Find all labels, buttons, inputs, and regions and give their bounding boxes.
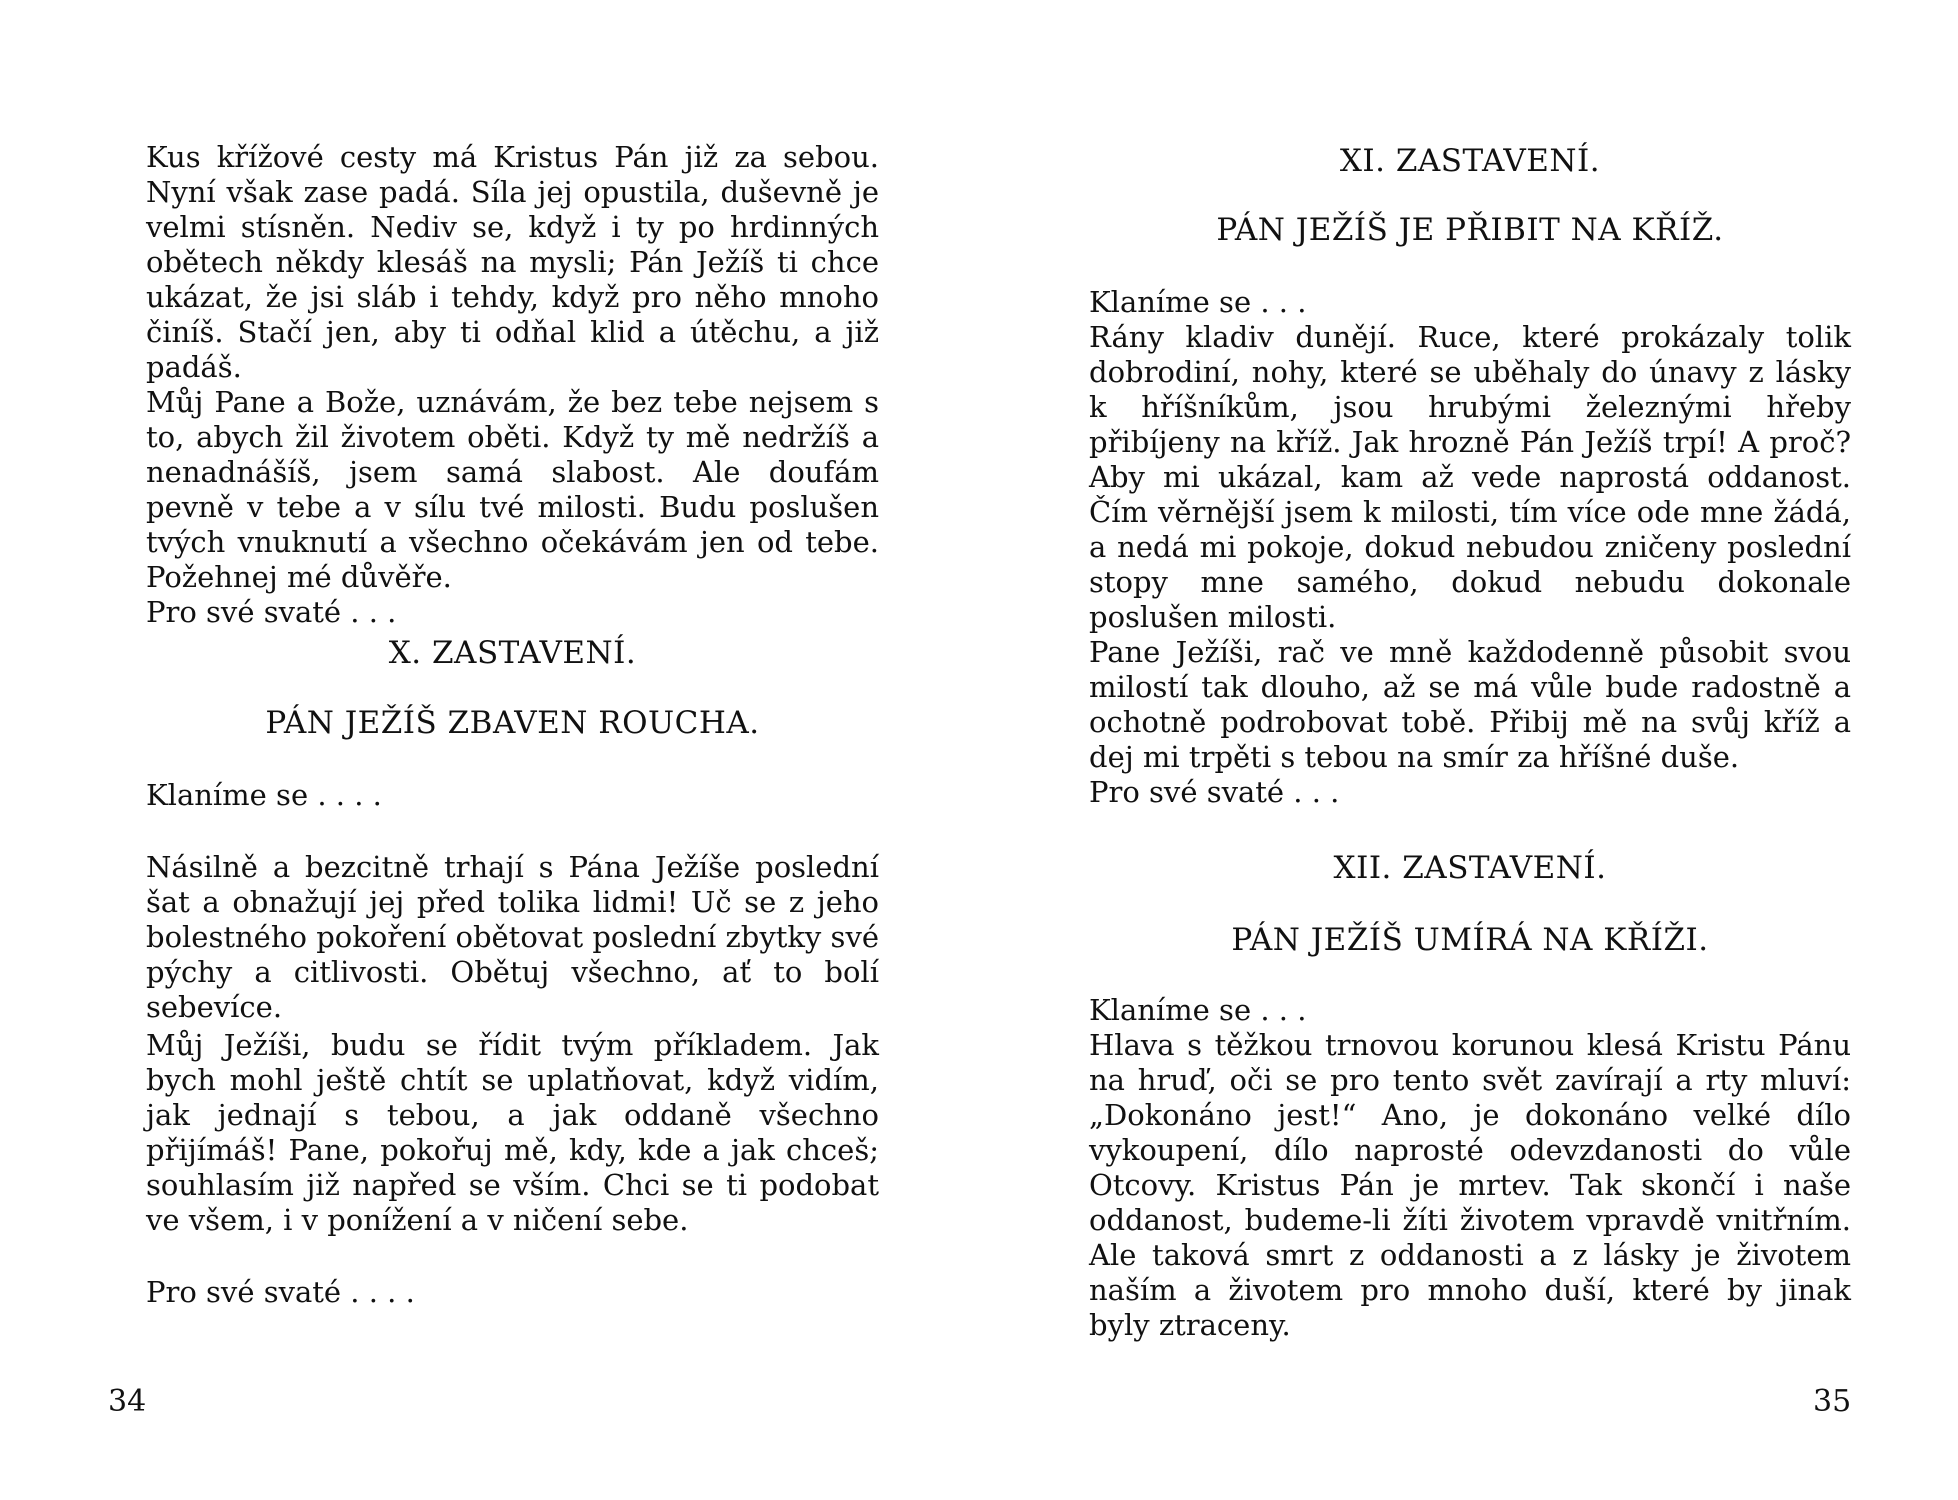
station-x-adoration: Klaníme se . . . . [146, 778, 382, 812]
station-xi-adoration: Klaníme se . . . [1089, 285, 1307, 319]
station-x-number: X. ZASTAVENÍ. [388, 635, 637, 671]
station-xii-title: PÁN JEŽÍŠ UMÍRÁ NA KŘÍŽI. [1231, 922, 1709, 958]
intro-closing: Pro své svaté . . . [146, 595, 397, 629]
station-xii-text [1089, 993, 1851, 1343]
station-xi-prayer: Pane Ježíši, rač ve mně každodenně působit svou milostí tak dlouho, až se má vůle bude radostně a ochotně podrobovat tobě. Přibij mě na svůj kříž a dej mi trpěti s tebou na smír za hříšné duše. [1089, 635, 1851, 774]
station-xi-text [1089, 285, 1851, 810]
station-xii-number: XII. ZASTAVENÍ. [1333, 850, 1607, 886]
station-xi-title: PÁN JEŽÍŠ JE PŘIBIT NA KŘÍŽ. [1216, 212, 1724, 248]
station-xii-meditation: Hlava s těžkou trnovou korunou klesá Kristu Pánu na hruď, oči se pro tento svět zavírají a rty mluví: „Dokonáno jest!“ Ano, je dokonáno velké dílo vykoupení, dílo naprosté odevzdanosti do vůle Otcovy. Kristus Pán je mrtev. Tak skončí i naše oddanost, budeme-li žíti životem vpravdě vnitřním. Ale taková smrt z oddanosti a z lásky je životem naším a životem pro mnoho duší, které by jinak byly ztraceny. [1089, 1028, 1851, 1342]
station-x-title: PÁN JEŽÍŠ ZBAVEN ROUCHA. [265, 705, 760, 741]
station-x-meditation: Násilně a bezcitně trhají s Pána Ježíše poslední šat a obnažují jej před tolika lidmi! Uč se z jeho bolestného pokoření obětovat poslední zbytky své pýchy a citlivosti. Obětuj všechno, ať to bolí sebevíce. [146, 850, 879, 1024]
station-xi-closing: Pro své svaté . . . [1089, 775, 1340, 809]
station-xi-number: XI. ZASTAVENÍ. [1339, 143, 1601, 179]
page-number: 34 [108, 1384, 147, 1419]
station-x-closing: Pro své svaté . . . . [146, 1275, 415, 1309]
station-xii-adoration: Klaníme se . . . [1089, 993, 1307, 1027]
intro-text [146, 140, 879, 630]
station-xi-meditation: Rány kladiv dunějí. Ruce, které prokázaly tolik dobrodiní, nohy, které se uběhaly do únavy z lásky k hříšníkům, jsou hrubými železnými hřeby přibíjeny na kříž. Jak hrozně Pán Ježíš trpí! A proč? Aby mi ukázal, kam až vede naprostá oddanost. Čím věrnější jsem k milosti, tím více ode mne žádá, a nedá mi pokoje, dokud nebudou zničeny poslední stopy mne samého, dokud nebudu dokonale poslušen milosti. [1089, 320, 1851, 634]
page-number: 35 [1813, 1384, 1852, 1419]
right-page [979, 0, 1958, 1500]
intro-paragraph-1: Kus křížové cesty má Kristus Pán již za sebou. Nyní však zase padá. Síla jej opustila, duševně je velmi stísněn. Nediv se, když i ty po hrdinných obětech někdy klesáš na mysli; Pán Ježíš ti chce ukázat, že jsi sláb i tehdy, když pro něho mnoho činíš. Stačí jen, aby ti odňal klid a útěchu, a již padáš. [146, 140, 879, 384]
station-x-prayer: Můj Ježíši, budu se řídit tvým příkladem. Jak bych mohl ještě chtít se uplatňovat, když vidím, jak jednají s tebou, a jak oddaně všechno přijímáš! Pane, pokořuj mě, kdy, kde a jak chceš; souhlasím již napřed se vším. Chci se ti podobat ve všem, i v ponížení a v ničení sebe. [146, 1028, 879, 1237]
intro-paragraph-2: Můj Pane a Bože, uznávám, že bez tebe nejsem s to, abych žil životem oběti. Když ty mě nedržíš a nenadnášíš, jsem samá slabost. Ale doufám pevně v tebe a v sílu tvé milosti. Budu poslušen tvých vnuknutí a všechno očekávám jen od tebe. Požehnej mé důvěře. [146, 385, 879, 594]
